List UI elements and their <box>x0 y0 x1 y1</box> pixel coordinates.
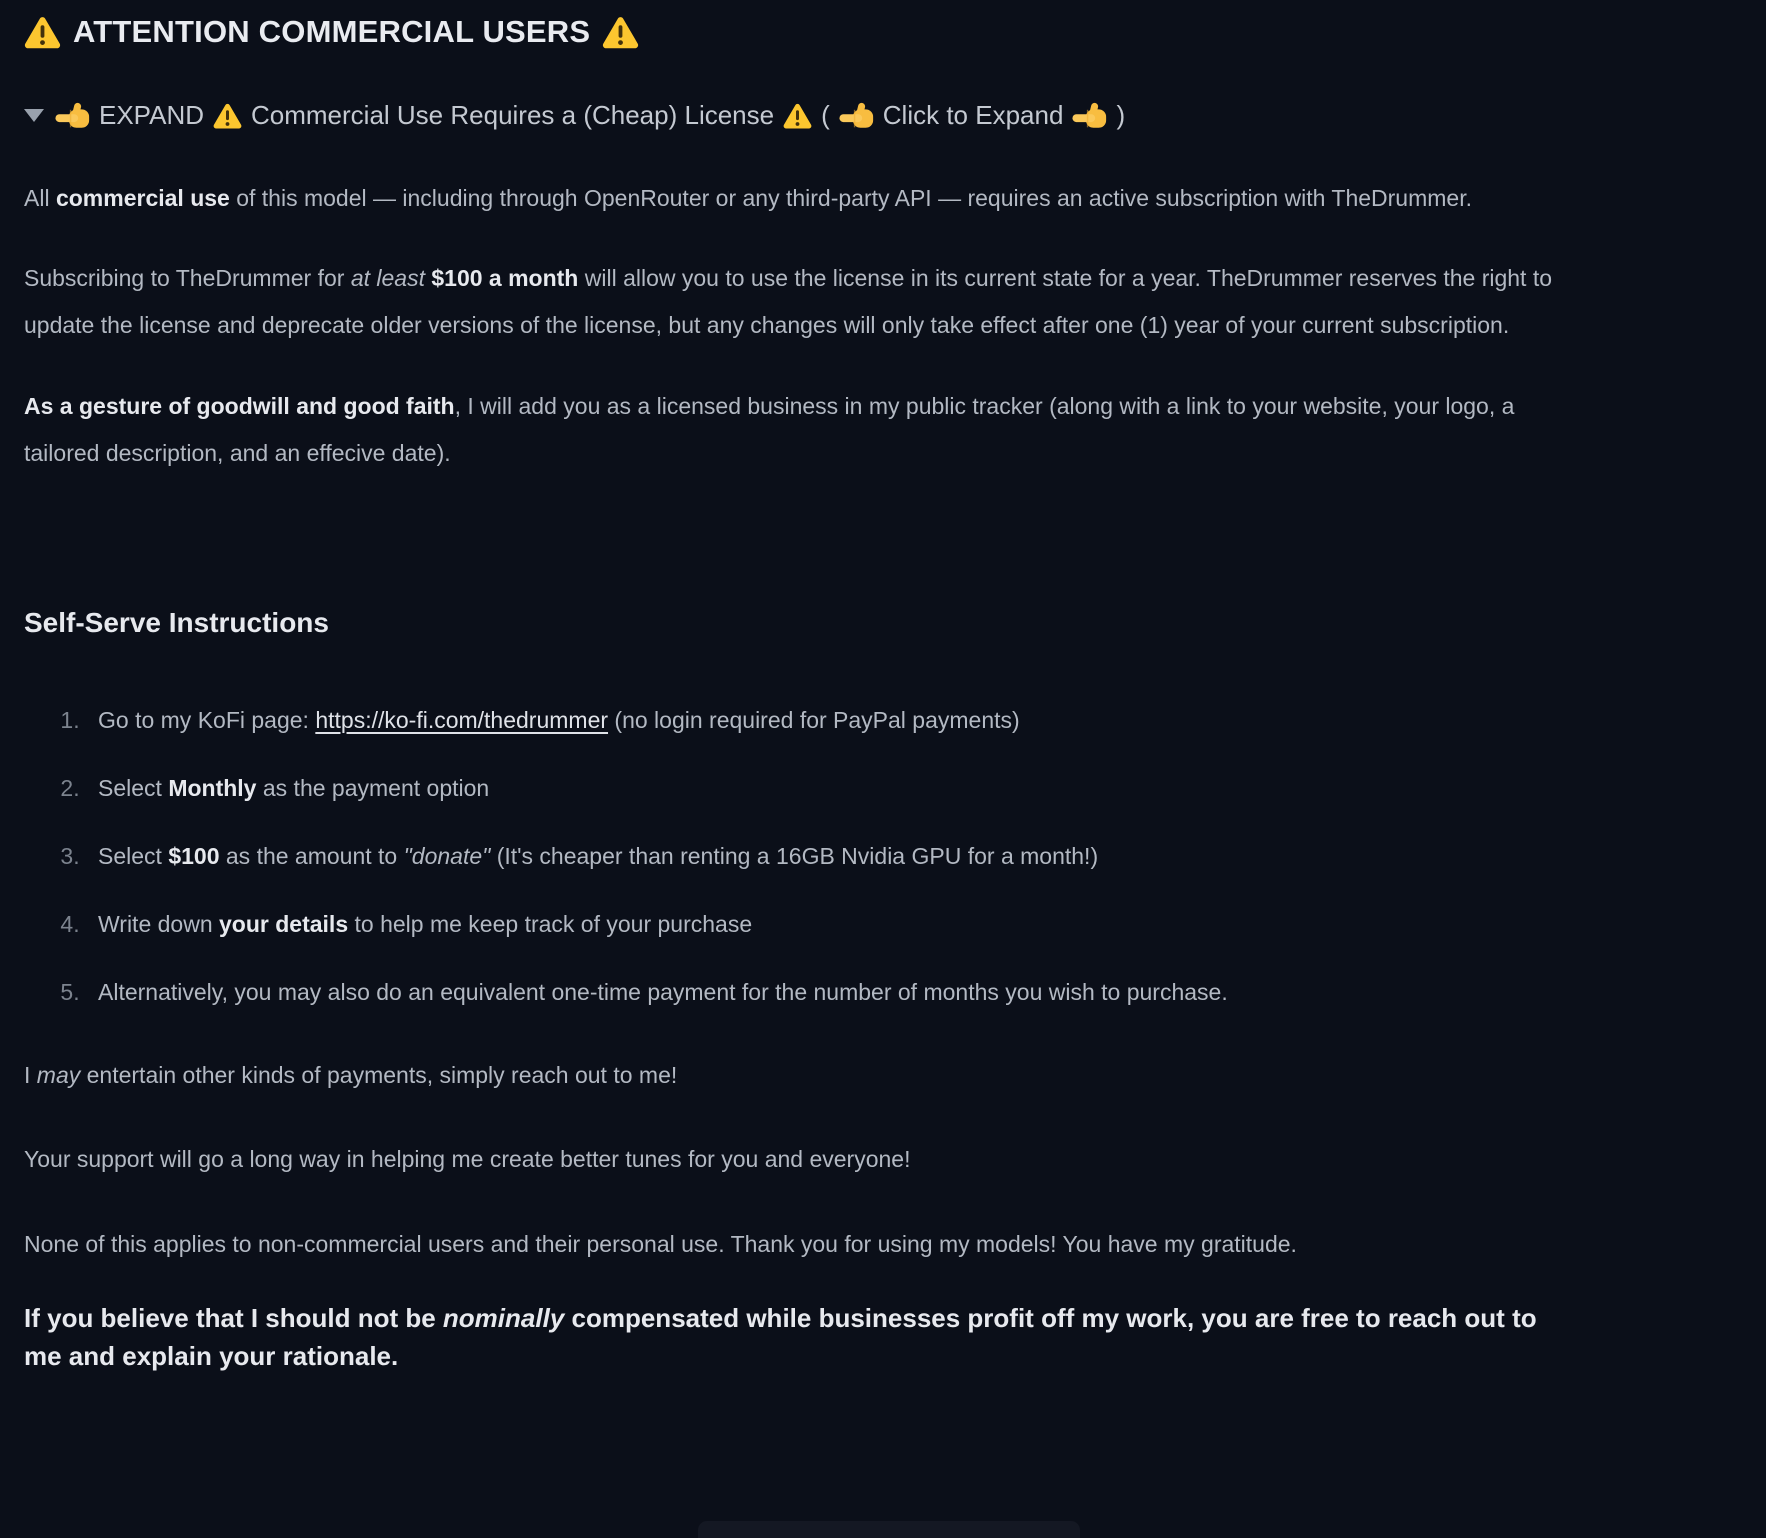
self-serve-heading: Self-Serve Instructions <box>24 607 329 638</box>
instruction-item: 5. Alternatively, you may also do an equivalent one-time payment for the number of months you wish to purchase. <box>86 969 1641 1016</box>
instruction-item: 1. Go to my KoFi page: https://ko-fi.com/thedrummer (no login required for PayPal payments) <box>86 697 1641 744</box>
warning-icon <box>602 16 639 49</box>
summary-paren-close: ) <box>1116 100 1126 130</box>
paragraph-commercial-use: All commercial use of this model — including through OpenRouter or any third-party API — requires an active subscription with TheDrummer. <box>24 185 1472 211</box>
summary-expand-label: EXPAND <box>99 100 204 130</box>
license-document <box>0 14 1766 1375</box>
summary-click-hint: Click to Expand <box>882 100 1064 130</box>
instruction-item: 2. Select Monthly as the payment option <box>86 765 1641 812</box>
paragraph-goodwill: As a gesture of goodwill and good faith, I will add you as a licensed business in my public tracker (along with a link to your website, your logo, a tailored description, and an effecive date). <box>24 393 1515 466</box>
paragraph-other-payments: I may entertain other kinds of payments, simply reach out to me! <box>24 1062 678 1088</box>
point-left-icon <box>839 102 874 129</box>
instruction-item: 3. Select $100 as the amount to "donate" (It's cheaper than renting a 16GB Nvidia GPU for a month!) <box>86 833 1641 880</box>
instructions-list <box>24 697 1641 1016</box>
attention-heading <box>24 14 1742 50</box>
paragraph-subscription-terms: Subscribing to TheDrummer for at least $100 a month will allow you to use the license in its current state for a year. TheDrummer reserves the right to update the license and deprecate older versions of the license, but any changes will only take effect after one (1) year of your current subscription. <box>24 265 1553 338</box>
instruction-item: 4. Write down your details to help me keep track of your purchase <box>86 901 1641 948</box>
point-left-icon <box>1072 102 1107 129</box>
paragraph-rationale: If you believe that I should not be nominally compensated while businesses profit off my work, you are free to reach out to me and explain your rationale. <box>24 1303 1537 1371</box>
attention-heading-text: ATTENTION COMMERCIAL USERS <box>73 14 591 49</box>
summary-paren-open: ( <box>821 100 830 130</box>
warning-icon <box>783 103 812 129</box>
warning-icon <box>213 103 242 129</box>
paragraph-support: Your support will go a long way in helping me create better tunes for you and everyone! <box>24 1146 911 1172</box>
paragraph-non-commercial: None of this applies to non-commercial users and their personal use. Thank you for using my models! You have my gratitude. <box>24 1231 1297 1257</box>
kofi-link[interactable]: https://ko-fi.com/thedrummer <box>315 707 609 733</box>
point-left-icon <box>55 102 90 129</box>
summary-title: Commercial Use Requires a (Cheap) License <box>251 100 775 130</box>
license-details-summary[interactable] <box>24 100 1742 131</box>
warning-icon <box>24 16 61 49</box>
disclosure-triangle-icon <box>24 109 44 122</box>
